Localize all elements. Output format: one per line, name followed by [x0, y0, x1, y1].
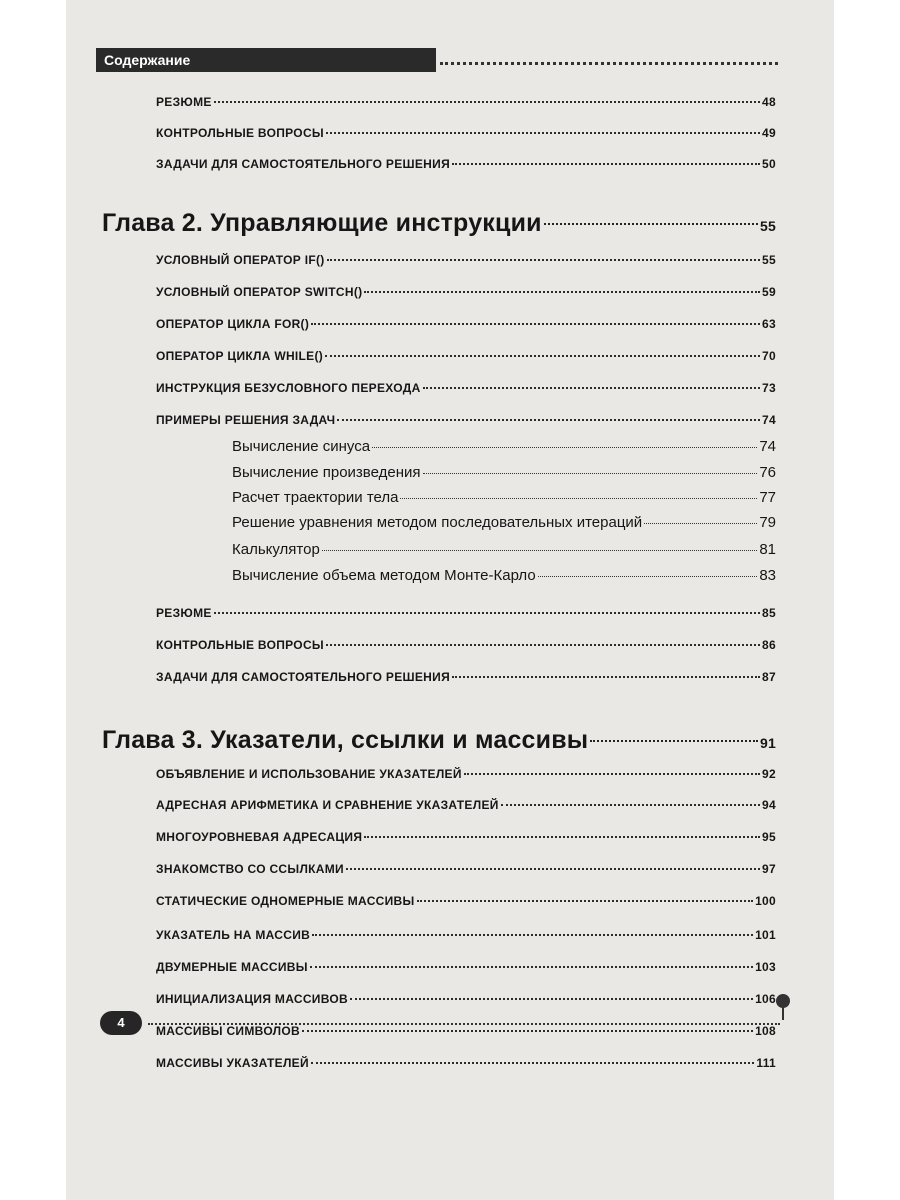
entry-title: Вычисление объема методом Монте-Карло	[232, 567, 536, 584]
entry-page: 106	[755, 992, 776, 1006]
subsection-entry	[232, 541, 776, 558]
entry-title: МАССИВЫ УКАЗАТЕЛЕЙ	[156, 1056, 309, 1070]
entry-page: 94	[762, 798, 776, 812]
entry-title: Глава 3. Указатели, ссылки и массивы	[102, 726, 589, 754]
section-entry	[156, 381, 776, 395]
entry-page: 87	[762, 670, 776, 684]
entry-page: 79	[759, 514, 776, 531]
entry-title: ИНСТРУКЦИЯ БЕЗУСЛОВНОГО ПЕРЕХОДА	[156, 381, 421, 395]
dot-leader	[327, 259, 760, 261]
section-entry	[156, 1056, 776, 1070]
page-number-badge	[100, 1011, 142, 1035]
dot-leader	[364, 836, 760, 838]
entry-title: СТАТИЧЕСКИЕ ОДНОМЕРНЫЕ МАССИВЫ	[156, 894, 415, 908]
entry-title: КОНТРОЛЬНЫЕ ВОПРОСЫ	[156, 638, 324, 652]
entry-title: Вычисление произведения	[232, 464, 421, 481]
section-entry	[156, 670, 776, 684]
entry-title: ДВУМЕРНЫЕ МАССИВЫ	[156, 960, 308, 974]
dot-leader	[350, 998, 753, 1000]
footer-dotted-rule	[148, 1023, 780, 1025]
dot-leader	[423, 387, 761, 389]
section-entry	[156, 638, 776, 652]
dot-leader	[312, 934, 753, 936]
entry-page: 74	[762, 413, 776, 427]
section-entry	[156, 157, 776, 171]
section-entry	[156, 253, 776, 267]
entry-title: АДРЕСНАЯ АРИФМЕТИКА И СРАВНЕНИЕ УКАЗАТЕЛЕЙ	[156, 798, 499, 812]
entry-title: Решение уравнения методом последовательных итераций	[232, 514, 643, 531]
entry-title: УСЛОВНЫЙ ОПЕРАТОР SWITCH()	[156, 285, 363, 299]
entry-page: 97	[762, 862, 776, 876]
entry-title: КОНТРОЛЬНЫЕ ВОПРОСЫ	[156, 126, 324, 140]
entry-title: МНОГОУРОВНЕВАЯ АДРЕСАЦИЯ	[156, 830, 363, 844]
entry-title: ОПЕРАТОР ЦИКЛА FOR()	[156, 317, 310, 331]
entry-title: ОБЪЯВЛЕНИЕ И ИСПОЛЬЗОВАНИЕ УКАЗАТЕЛЕЙ	[156, 767, 462, 781]
dot-leader	[302, 1030, 753, 1032]
section-entry	[156, 992, 776, 1006]
dot-leader	[590, 740, 758, 742]
entry-title: УКАЗАТЕЛЬ НА МАССИВ	[156, 928, 311, 942]
section-entry	[156, 126, 776, 140]
entry-page: 100	[755, 894, 776, 908]
entry-page: 86	[762, 638, 776, 652]
dot-leader	[325, 355, 760, 357]
dot-leader	[544, 223, 758, 225]
entry-page: 76	[759, 464, 776, 481]
entry-page: 85	[762, 606, 776, 620]
dot-leader	[452, 676, 760, 678]
dot-leader	[337, 419, 760, 421]
dot-leader	[538, 576, 758, 577]
book-page	[66, 0, 834, 1200]
section-entry	[156, 894, 776, 908]
section-header-title: Содержание	[104, 52, 191, 68]
section-entry	[156, 767, 776, 781]
chapter-entry	[102, 209, 776, 238]
dot-leader	[452, 163, 760, 165]
section-entry	[156, 413, 776, 427]
entry-page: 111	[756, 1056, 776, 1070]
entry-title: МАССИВЫ СИМВОЛОВ	[156, 1024, 300, 1038]
section-entry	[156, 830, 776, 844]
dot-leader	[417, 900, 754, 902]
entry-page: 81	[759, 541, 776, 558]
dot-leader	[326, 132, 760, 134]
table-of-contents	[66, 0, 834, 1200]
entry-title: Вычисление синуса	[232, 438, 371, 455]
dot-leader	[326, 644, 760, 646]
entry-page: 73	[762, 381, 776, 395]
footer-stem	[782, 1006, 784, 1020]
entry-page: 49	[762, 126, 776, 140]
entry-title: РЕЗЮМЕ	[156, 606, 212, 620]
entry-page: 95	[762, 830, 776, 844]
entry-title: ЗНАКОМСТВО СО ССЫЛКАМИ	[156, 862, 344, 876]
dot-leader	[311, 1062, 754, 1064]
entry-page: 91	[760, 735, 776, 751]
section-entry	[156, 928, 776, 942]
entry-page: 55	[762, 253, 776, 267]
subsection-entry	[232, 438, 776, 455]
entry-page: 70	[762, 349, 776, 363]
section-entry	[156, 95, 776, 109]
dot-leader	[644, 523, 757, 524]
subsection-entry	[232, 567, 776, 584]
dot-leader	[214, 612, 760, 614]
entry-page: 103	[755, 960, 776, 974]
subsection-entry	[232, 464, 776, 481]
section-entry	[156, 1024, 776, 1038]
section-entry	[156, 960, 776, 974]
chapter-entry	[102, 726, 776, 755]
dot-leader	[400, 498, 757, 499]
entry-title: РЕЗЮМЕ	[156, 95, 212, 109]
entry-page: 101	[755, 928, 776, 942]
entry-page: 77	[759, 489, 776, 506]
dot-leader	[464, 773, 760, 775]
entry-page: 59	[762, 285, 776, 299]
entry-title: УСЛОВНЫЙ ОПЕРАТОР IF()	[156, 253, 325, 267]
section-entry	[156, 798, 776, 812]
entry-page: 74	[759, 438, 776, 455]
section-entry	[156, 349, 776, 363]
section-entry	[156, 606, 776, 620]
dot-leader	[346, 868, 760, 870]
entry-title: Расчет траектории тела	[232, 489, 399, 506]
dot-leader	[214, 101, 760, 103]
entry-title: ИНИЦИАЛИЗАЦИЯ МАССИВОВ	[156, 992, 348, 1006]
section-entry	[156, 317, 776, 331]
dot-leader	[501, 804, 760, 806]
dot-leader	[311, 323, 760, 325]
section-entry	[156, 862, 776, 876]
dot-leader	[310, 966, 753, 968]
dot-leader	[372, 447, 757, 448]
page-number: 4	[117, 1015, 125, 1030]
entry-page: 83	[759, 567, 776, 584]
entry-page: 55	[760, 218, 776, 234]
entry-page: 92	[762, 767, 776, 781]
entry-title: ПРИМЕРЫ РЕШЕНИЯ ЗАДАЧ	[156, 413, 336, 427]
entry-page: 50	[762, 157, 776, 171]
entry-title: ЗАДАЧИ ДЛЯ САМОСТОЯТЕЛЬНОГО РЕШЕНИЯ	[156, 670, 450, 684]
subsection-entry	[232, 514, 776, 531]
dot-leader	[364, 291, 760, 293]
entry-title: Калькулятор	[232, 541, 320, 558]
section-entry	[156, 285, 776, 299]
entry-page: 108	[755, 1024, 776, 1038]
entry-page: 48	[762, 95, 776, 109]
dot-leader	[322, 550, 758, 551]
entry-page: 63	[762, 317, 776, 331]
subsection-entry	[232, 489, 776, 506]
entry-title: ОПЕРАТОР ЦИКЛА WHILE()	[156, 349, 324, 363]
entry-title: Глава 2. Управляющие инструкции	[102, 209, 542, 237]
entry-title: ЗАДАЧИ ДЛЯ САМОСТОЯТЕЛЬНОГО РЕШЕНИЯ	[156, 157, 450, 171]
dot-leader	[423, 473, 758, 474]
